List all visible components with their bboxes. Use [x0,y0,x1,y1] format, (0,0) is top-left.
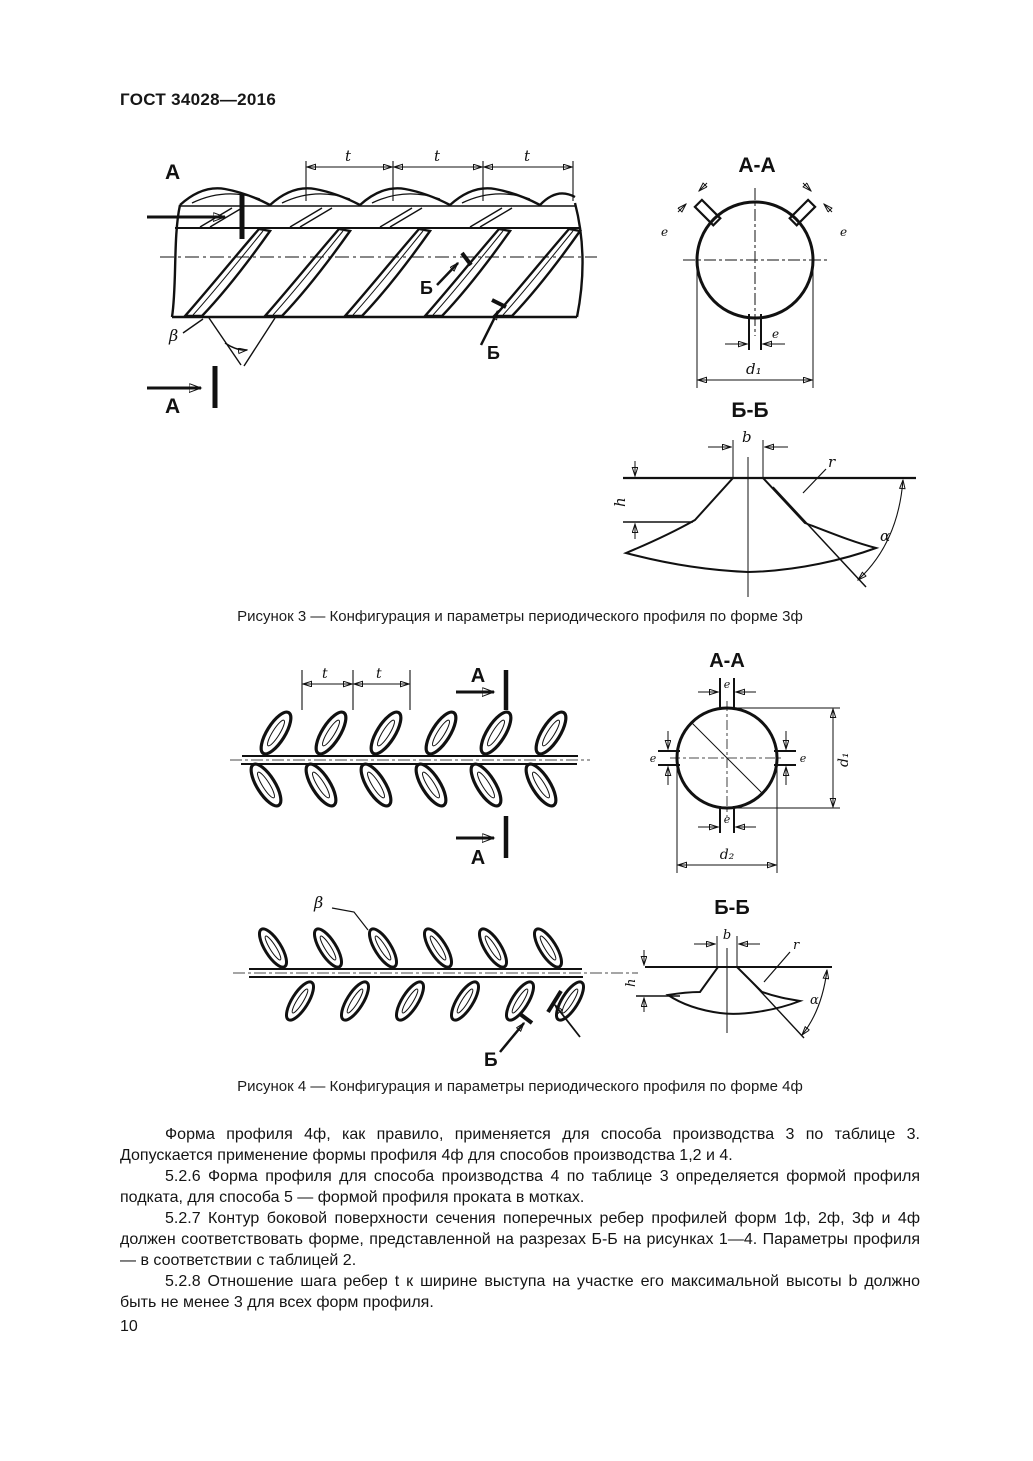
label-r: r [793,938,800,953]
label-beta: β [169,326,179,345]
figure4-top-view-drawing [228,652,643,867]
figure3-side-view-drawing [125,145,620,440]
label-section-a: А [165,161,181,184]
label-t: t [376,666,382,682]
figure3-section-aa [645,148,925,403]
label-beta: β [314,893,324,912]
doc-header: ГОСТ 34028—2016 [120,90,277,109]
label-section-a: А [470,847,486,867]
label-d1: d₁ [746,360,762,378]
label-e: e [799,752,807,765]
gap-dim-left [650,731,668,785]
label-b: b [742,428,752,446]
radius-callout [803,453,836,493]
label-e: e [772,327,780,341]
label-b: b [722,928,732,943]
label-section-a: А [470,665,486,687]
label-h: h [611,497,629,507]
label-t: t [345,147,352,165]
section-marker-a-top [456,665,506,712]
paragraph-5-2-6: 5.2.6 Форма профиля для способа производства 4 по таблице 3 определяется формой профиля подката, для способа 5 — формой профиля проката в мотках. [120,1168,920,1206]
dimension-t [302,666,410,710]
figure4-section-bb [622,888,922,1068]
page-number: 10 [120,1318,138,1335]
label-e: e [649,752,657,765]
label-e: e [661,225,669,239]
label-section-b: Б [420,278,433,298]
label-t: t [322,666,328,682]
label-t: t [524,147,531,165]
gap-dim-right [786,731,807,785]
label-e: e [723,678,731,691]
paragraph-intro: Форма профиля 4ф, как правило, применяется для способа производства 3 по таблице 3. Допускается применение формы профиля 4ф для способов производства 1,2 и 4. [120,1126,920,1164]
alpha-angle [773,480,903,587]
label-e: e [840,225,848,239]
figure4-caption: Рисунок 4 — Конфигурация и параметры периодического профиля по форме 4ф [237,1078,803,1095]
rib-profile-shape [668,967,800,1014]
figure3-section-bb [598,395,943,605]
label-d2: d₂ [719,847,735,863]
label-d1: d₁ [836,752,852,767]
section-bb-title: Б-Б [731,399,769,422]
dimension-t [306,147,573,201]
section-marker-a-bottom [456,816,506,867]
label-section-b: Б [487,343,500,363]
beta-angle-callout [168,318,275,366]
paragraph-5-2-8: 5.2.8 Отношение шага ребер t к ширине выступа на участке его максимальной высоты b должно быть не менее 3 для всех форм профиля. [120,1273,920,1311]
label-section-a: А [165,395,181,418]
dimension-d1 [697,266,813,388]
section-marker-a-bottom [147,366,215,418]
beta-angle-callout [313,893,368,930]
label-t: t [434,147,441,165]
figure4-bottom-view-drawing [228,882,648,1097]
front-ribs [185,229,580,316]
gap-dim-top [698,678,756,692]
paragraph-5-2-7: 5.2.7 Контур боковой поверхности сечения поперечных ребер профилей форм 1ф, 2ф, 3ф и 4ф должен соответствовать форме, представленной на разрезах Б-Б на рисунках 1—4. Параметры профиля — в соответствии с таблицей 2. [120,1210,920,1269]
dimension-h [624,950,644,1012]
label-alpha: α [810,993,819,1008]
radius-callout [764,938,800,982]
section-bb-title: Б-Б [714,897,750,919]
section-aa-title: А-А [709,650,745,672]
label-e: e [723,813,731,826]
label-r: r [828,453,836,471]
dimension-h [611,461,635,539]
label-section-b: Б [484,1050,498,1071]
body-text [120,1124,920,1313]
figure4-section-aa [628,645,928,895]
label-alpha: α [880,527,891,545]
section-aa-title: А-А [738,154,776,177]
label-h: h [624,978,639,987]
gap-dim-bottom [698,813,756,827]
figure3-caption: Рисунок 3 — Конфигурация и параметры периодического профиля по форме 3ф [237,608,803,625]
